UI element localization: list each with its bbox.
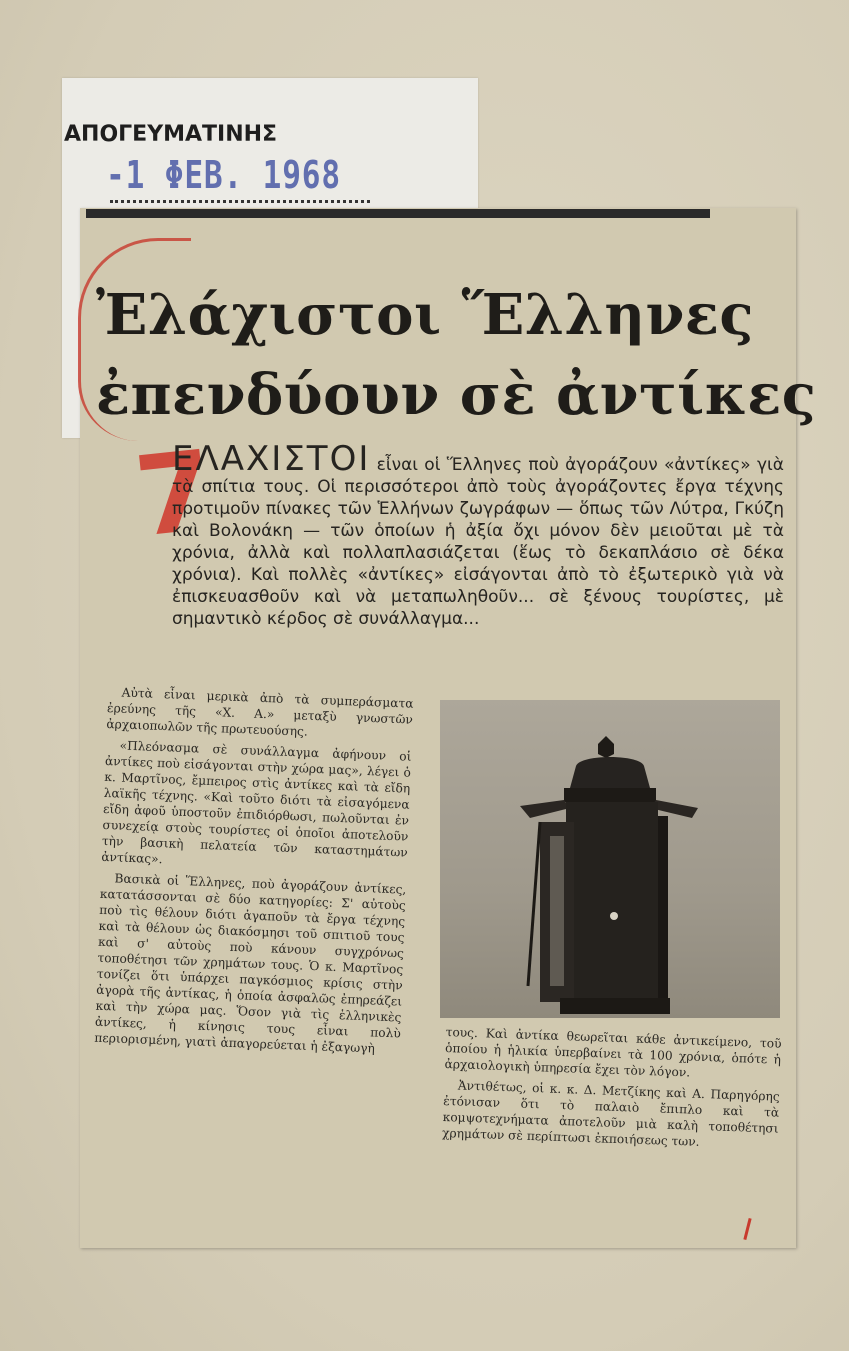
red-pen-seven-mark: 7 [129, 426, 220, 562]
lead-text: εἶναι οἱ Ἕλληνες ποὺ ἀγοράζουν «ἀντίκες» γιὰ τὰ σπίτια τους. Οἱ περισσότεροι ἀπὸ τοὺς ἀγοράζοντες ἔργα τέχνης προτιμοῦν πίνακες τῶν Ἑλλήνων ζωγράφων — ὅπως τῶν Λύτρα, Γκύζη καὶ Βολονάκη — τῶν ὁποίων ἡ ἀξία ὄχι μόνον δὲν μειοῦται μὲ τὰ χρόνια, ἀλλὰ καὶ πολλαπλασιάζεται (ἕως τὸ δεκαπλάσιο σὲ δέκα χρόνια). Καὶ πολλὲς «ἀντίκες» εἰσάγονται ἀπὸ τὸ ἐξωτερικὸ γιὰ νὰ ἐπισκευασθοῦν καὶ νὰ μεταπωληθοῦν... σὲ ξένους τουρίστες, μὲ σημαντικὸ κέρδος σὲ συνάλλαγμα... [172, 455, 784, 629]
date-stamp: -1 ΦΕΒ. 1968 [106, 153, 341, 197]
body-column-right [442, 1024, 782, 1158]
newspaper-name: ΑΠΟΓΕΥΜΑΤΙΝΗΣ [64, 122, 278, 147]
body-paragraph: τους. Καὶ ἀντίκα θεωρεῖται κάθε ἀντικείμενο, τοῦ ὁποίου ἡ ἡλικία ὑπερβαίνει τὰ 100 χρόνια, ὁπότε ἡ ἀρχαιολογικὴ ὑπηρεσία ἔχει τὸν λόγον. [444, 1024, 782, 1080]
top-rule [86, 209, 710, 218]
body-paragraph: Ἀντιθέτως, οἱ κ. κ. Δ. Μετζίκης καὶ Α. Παρηγόρης ἐτόνισαν ὅτι τὸ παλαιὸ ἔπιπλο καὶ τὰ κομψοτεχνήματα ἀποτελοῦν μιὰ καλὴ τοποθέτησι χρημάτων σὲ περίπτωσι ἐκποιήσεως των. [441, 1078, 780, 1149]
lantern-photo [440, 700, 780, 1018]
body-paragraph: Βασικὰ οἱ Ἕλληνες, ποὺ ἀγοράζουν ἀντίκες, κατατάσσονται σὲ δύο κατηγορίες: Σ' αὐτοὺς ποὺ τὶς θέλουν διότι ἀγαποῦν τὰ ἔργα τέχνης καὶ τὰ θέλουν ὡς διακόσμησι τοῦ σπιτιοῦ τους καὶ σ' αὐτοὺς ποὺ κάνουν συγχρόνως τοποθέτησι τῶν χρημάτων τους. Ὁ κ. Μαρτῖνος τονίζει ὅτι ὑπάρχει παγκόσμιος κρίσις στὴν ἀγορὰ τῆς ἀντίκας, ἡ ὁποία ἀσφαλῶς ἐπηρεάζει καὶ τὴν χώρα μας. Ὅσον γιὰ τὶς ἑλληνικὲς ἀντίκες, ἡ κίνησις τους εἶναι πολὺ περιορισμένη, γιατὶ ἀπαγορεύεται ἡ ἐξαγωγὴ [94, 871, 407, 1056]
lead-paragraph [172, 439, 784, 630]
lantern-image [510, 736, 710, 1016]
lead-dropcap: ΕΛΑΧΙΣΤΟΙ [172, 439, 371, 479]
headline-line-1: Ἐλάχιστοι Ἕλληνες [96, 282, 755, 348]
body-column-left [94, 684, 414, 1062]
body-paragraph: Αὐτὰ εἶναι μερικὰ ἀπὸ τὰ συμπεράσματα ἐρεύνης τῆς «Χ. Α.» μεταξὺ γνωστῶν ἀρχαιοπωλῶν τῆς πρωτευούσης. [106, 685, 414, 739]
headline-line-2: ἐπενδύουν σὲ ἀντίκες [96, 362, 817, 428]
body-paragraph: «Πλεόνασμα σὲ συνάλλαγμα ἀφήνουν οἱ ἀντίκες ποὺ εἰσάγονται στὴν χώρα μας», λέγει ὁ κ. Μαρτῖνος, ἔμπειρος στὶς ἀντίκες καὶ τὰ εἴδη λαϊκῆς τέχνης. «Καὶ τοῦτο διότι τὰ εἰσαγόμενα εἴδη ἀφοῦ ὑποστοῦν ἐπιδιόρθωσι, πωλοῦνται ἐν συνεχείᾳ στοὺς τουρίστες οἱ ὁποῖοι ἀποτελοῦν τὴν βασικὴ πελατεία τῶν καταστημάτων ἀντίκας». [101, 738, 412, 867]
